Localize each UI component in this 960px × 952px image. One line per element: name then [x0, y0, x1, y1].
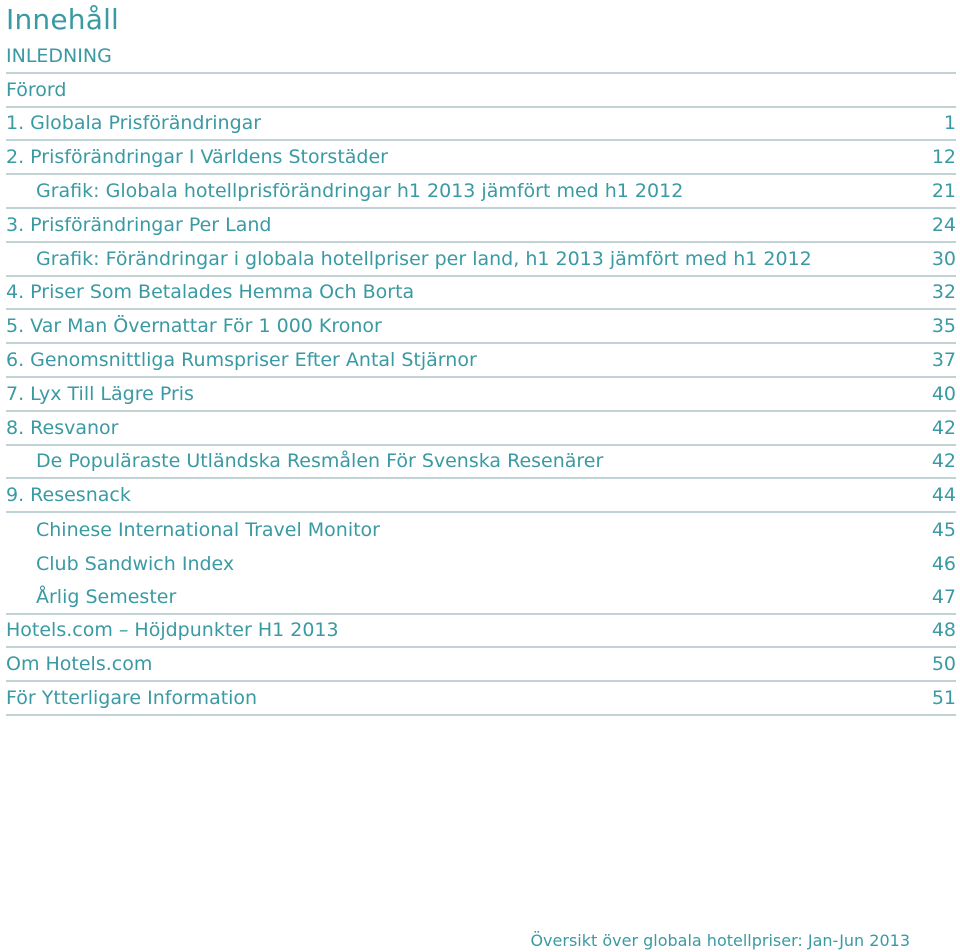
- toc-entry-label: 7. Lyx Till Lägre Pris: [6, 382, 194, 405]
- toc-entry[interactable]: [6, 682, 956, 716]
- toc-entry[interactable]: [6, 378, 956, 412]
- toc-entry-label: 5. Var Man Övernattar För 1 000 Kronor: [6, 315, 382, 338]
- toc-entry-page: 37: [931, 349, 956, 372]
- toc-entry-page: 47: [931, 585, 956, 608]
- page-footer: Översikt över globala hotellpriser: Jan-Jun 2013: [530, 931, 910, 950]
- toc-entry-label: 3. Prisförändringar Per Land: [6, 213, 272, 236]
- toc-entry-label: De Populäraste Utländska Resmålen För Svenska Resenärer: [36, 450, 604, 473]
- toc-entry[interactable]: [6, 108, 956, 142]
- toc-entry[interactable]: [6, 648, 956, 682]
- toc-entry-page: 32: [931, 281, 956, 304]
- toc-entry-page: 12: [931, 146, 956, 169]
- toc-entry-page: 50: [931, 653, 956, 676]
- toc-subentry[interactable]: [6, 513, 956, 547]
- toc-subentry[interactable]: [6, 243, 956, 277]
- toc-entry-page: 40: [931, 382, 956, 405]
- toc-entry-page: 21: [931, 180, 956, 203]
- toc-entry-page: 51: [931, 687, 956, 710]
- toc-subentry[interactable]: [6, 581, 956, 615]
- toc-entry-page: 44: [931, 484, 956, 507]
- table-of-contents: [6, 40, 956, 716]
- toc-entry[interactable]: [6, 141, 956, 175]
- toc-entry-label: Grafik: Förändringar i globala hotellpriser per land, h1 2013 jämfört med h1 2012: [36, 247, 812, 270]
- toc-entry[interactable]: [6, 74, 956, 108]
- toc-entry[interactable]: [6, 344, 956, 378]
- toc-entry[interactable]: [6, 615, 956, 649]
- toc-entry-page: 24: [931, 213, 956, 236]
- toc-entry[interactable]: [6, 277, 956, 311]
- toc-entry-page: 1: [943, 112, 956, 135]
- toc-entry[interactable]: [6, 310, 956, 344]
- toc-entry-label: 4. Priser Som Betalades Hemma Och Borta: [6, 281, 415, 304]
- toc-entry-label: 2. Prisförändringar I Världens Storstäder: [6, 146, 388, 169]
- toc-entry-label: 1. Globala Prisförändringar: [6, 112, 262, 135]
- toc-entry[interactable]: [6, 209, 956, 243]
- toc-entry-label: Årlig Semester: [36, 585, 177, 608]
- toc-entry-label: INLEDNING: [6, 44, 112, 67]
- page-title: Innehåll: [6, 3, 120, 36]
- toc-entry-label: Hotels.com – Höjdpunkter H1 2013: [6, 619, 339, 642]
- toc-entry-page: 35: [931, 315, 956, 338]
- toc-entry-label: 8. Resvanor: [6, 416, 119, 439]
- toc-entry-label: Om Hotels.com: [6, 653, 153, 676]
- toc-entry-label: Chinese International Travel Monitor: [36, 519, 380, 542]
- toc-entry-page: 42: [931, 450, 956, 473]
- toc-entry[interactable]: [6, 40, 956, 74]
- toc-entry-label: Grafik: Globala hotellprisförändringar h1 2013 jämfört med h1 2012: [36, 180, 684, 203]
- toc-entry-label: 9. Resesnack: [6, 484, 131, 507]
- toc-entry-page: 42: [931, 416, 956, 439]
- toc-subentry[interactable]: [6, 175, 956, 209]
- toc-entry[interactable]: [6, 412, 956, 446]
- toc-entry-label: Club Sandwich Index: [36, 552, 235, 575]
- toc-subentry[interactable]: [6, 547, 956, 581]
- toc-entry-page: 48: [931, 619, 956, 642]
- toc-subentry[interactable]: [6, 446, 956, 480]
- toc-entry-label: Förord: [6, 78, 67, 101]
- toc-entry-page: 30: [931, 247, 956, 270]
- toc-entry-page: 45: [931, 519, 956, 542]
- toc-entry-label: För Ytterligare Information: [6, 687, 258, 710]
- toc-entry-label: 6. Genomsnittliga Rumspriser Efter Antal Stjärnor: [6, 349, 477, 372]
- toc-entry[interactable]: [6, 479, 956, 513]
- toc-entry-page: 46: [931, 552, 956, 575]
